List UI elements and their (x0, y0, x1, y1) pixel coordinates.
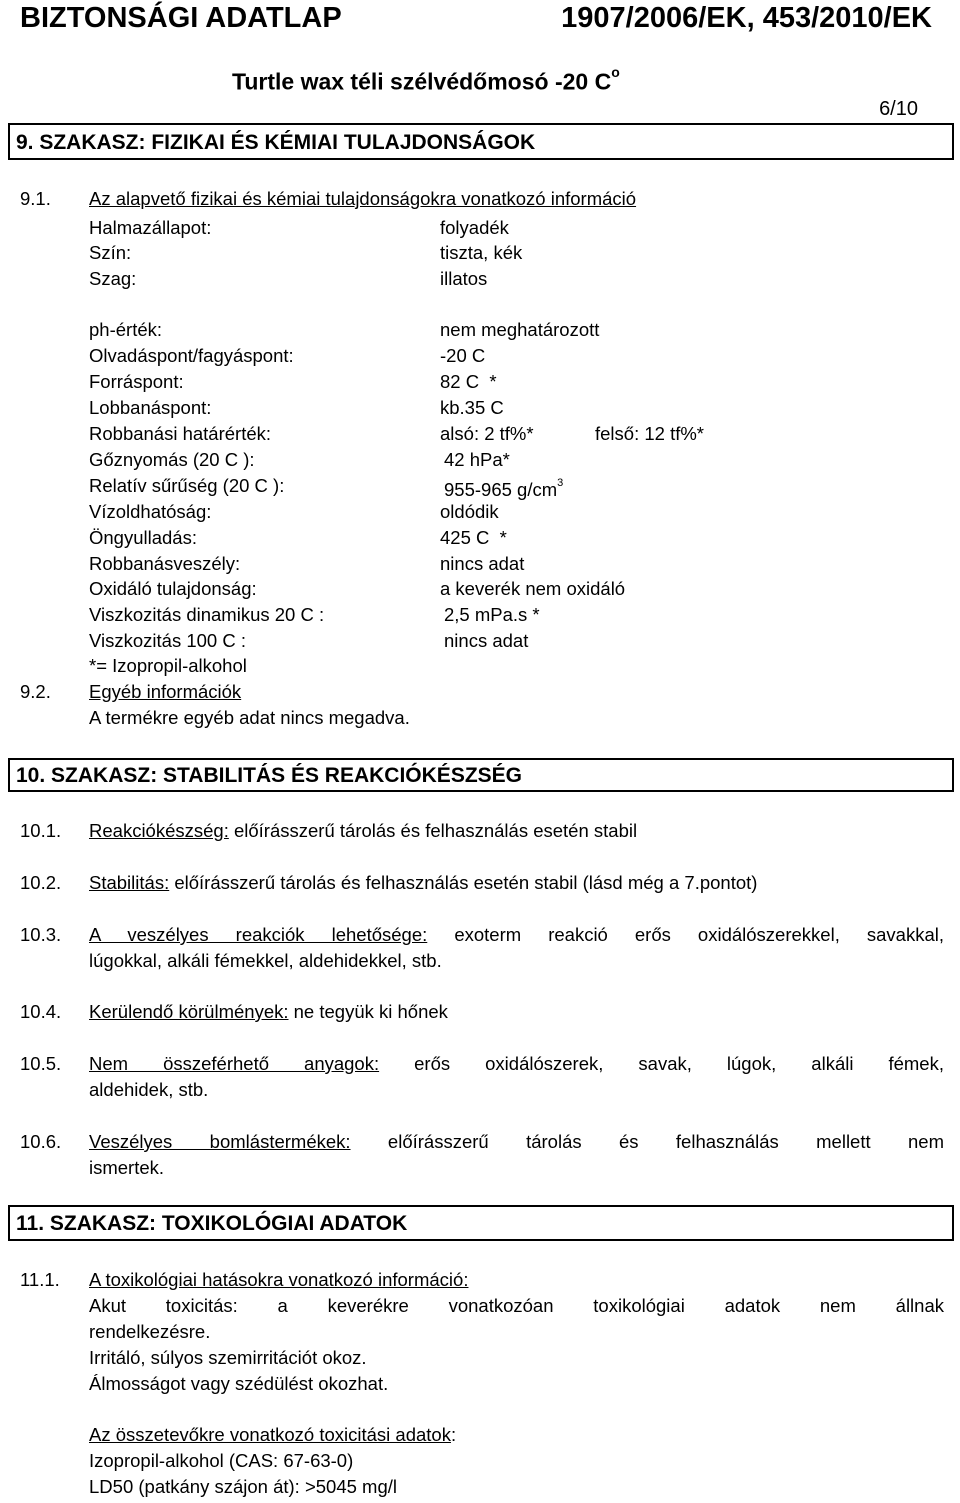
product-name: Turtle wax téli szélvédőmosó -20 $C^o$ (232, 64, 620, 95)
property-label: Vízoldhatóság: (89, 501, 212, 522)
item-number: 10.6. (20, 1131, 62, 1152)
property-label: Olvadáspont/fagyáspont: (89, 345, 294, 366)
section-11-heading: 11. SZAKASZ: TOXIKOLÓGIAI ADATOK (8, 1205, 954, 1241)
component-line: LD50 (patkány szájon át): >5045 mg/l (89, 1476, 397, 1497)
property-value: nem meghatározott (440, 319, 600, 340)
toxicity-text: Akut toxicitás: a keverékre vonatkozóan toxikológiai adatok nem állnak (89, 1295, 944, 1316)
document-title: BIZTONSÁGI ADATLAP (20, 2, 342, 34)
subsection-number: 9.2. (20, 681, 51, 702)
property-value: -20 C (440, 345, 486, 366)
property-label: Relatív sűrűség (20 C ): (89, 475, 285, 496)
subsection-number: 9.1. (20, 188, 51, 209)
section-10-heading: 10. SZAKASZ: STABILITÁS ÉS REAKCIÓKÉSZSÉG (8, 758, 954, 792)
property-value: kb.35 C (440, 397, 504, 418)
item-number: 10.5. (20, 1053, 62, 1074)
components-title: Az összetevőkre vonatkozó toxicitási adatok: (89, 1424, 457, 1445)
subsection-number: 11.1. (20, 1269, 60, 1290)
page-number: 6/10 (879, 98, 918, 120)
property-label: Lobbanáspont: (89, 397, 212, 418)
property-value: nincs adat (440, 553, 525, 574)
property-label: Viszkozitás dinamikus 20 C : (89, 604, 325, 625)
property-label: ph-érték: (89, 319, 163, 340)
property-value: a keverék nem oxidáló (440, 578, 626, 599)
item-continuation: aldehidek, stb. (89, 1079, 209, 1100)
property-value: 42 hPa* (444, 449, 510, 470)
item-content: Stabilitás: előírásszerű tárolás és felhasználás esetén stabil (lásd még a 7.pontot) (89, 872, 758, 893)
item-number: 10.3. (20, 924, 62, 945)
property-label: Robbanási határérték: (89, 423, 272, 444)
property-label: Viszkozitás 100 C : (89, 630, 246, 651)
property-label: Halmazállapot: (89, 217, 212, 238)
subsection-title: A toxikológiai hatásokra vonatkozó információ: (89, 1269, 469, 1290)
item-content: Veszélyes bomlástermékek: előírásszerű tárolás és felhasználás mellett nem (89, 1131, 944, 1152)
property-label: Robbanásveszély: (89, 553, 241, 574)
footnote: *= Izopropil-alkohol (89, 655, 247, 676)
property-value: 425 C * (440, 527, 507, 548)
toxicity-text: rendelkezésre. (89, 1321, 211, 1342)
item-continuation: ismertek. (89, 1157, 165, 1178)
item-number: 10.2. (20, 872, 62, 893)
item-number: 10.4. (20, 1001, 62, 1022)
property-label: Oxidáló tulajdonság: (89, 578, 257, 599)
property-value: folyadék (440, 217, 509, 238)
component-line: Izopropil-alkohol (CAS: 67-63-0) (89, 1450, 354, 1471)
property-value: 82 C * (440, 371, 497, 392)
property-label: Szag: (89, 268, 137, 289)
property-label: Öngyulladás: (89, 527, 197, 548)
subsection-title: Az alapvető fizikai és kémiai tulajdonságokra vonatkozó információ (89, 188, 637, 209)
property-label: Szín: (89, 242, 132, 263)
item-content: Kerülendő körülmények: ne tegyük ki hőnek (89, 1001, 448, 1022)
toxicity-text: Álmosságot vagy szédülést okozhat. (89, 1373, 389, 1394)
property-value: tiszta, kék (440, 242, 523, 263)
section-9-heading: 9. SZAKASZ: FIZIKAI ÉS KÉMIAI TULAJDONSÁGOK (8, 123, 954, 160)
property-label: Forráspont: (89, 371, 184, 392)
subsection-text: A termékre egyéb adat nincs megadva. (89, 707, 410, 728)
explosion-upper-value: felső: 12 tf%* (595, 423, 705, 444)
subsection-title: Egyéb információk (89, 681, 242, 702)
item-content: A veszélyes reakciók lehetősége: exoterm reakció erős oxidálószerekkel, savakkal, (89, 924, 944, 945)
property-value: oldódik (440, 501, 499, 522)
item-continuation: lúgokkal, alkáli fémekkel, aldehidekkel, stb. (89, 950, 442, 971)
property-value: nincs adat (444, 630, 529, 651)
item-content: Nem összeférhető anyagok: erős oxidálószerek, savak, lúgok, alkáli fémek, (89, 1053, 944, 1074)
toxicity-text: Irritáló, súlyos szemirritációt okoz. (89, 1347, 367, 1368)
property-label: Gőznyomás (20 C ): (89, 449, 255, 470)
property-value: 955-965 $g/cm^3$ (444, 477, 564, 501)
property-value: illatos (440, 268, 488, 289)
explosion-lower-value: alsó: 2 tf%* (440, 423, 534, 444)
item-content: Reakciókészség: előírásszerű tárolás és felhasználás esetén stabil (89, 820, 638, 841)
property-value: 2,5 mPa.s * (444, 604, 540, 625)
regulation-reference: 1907/2006/EK, 453/2010/EK (561, 2, 932, 34)
item-number: 10.1. (20, 820, 62, 841)
